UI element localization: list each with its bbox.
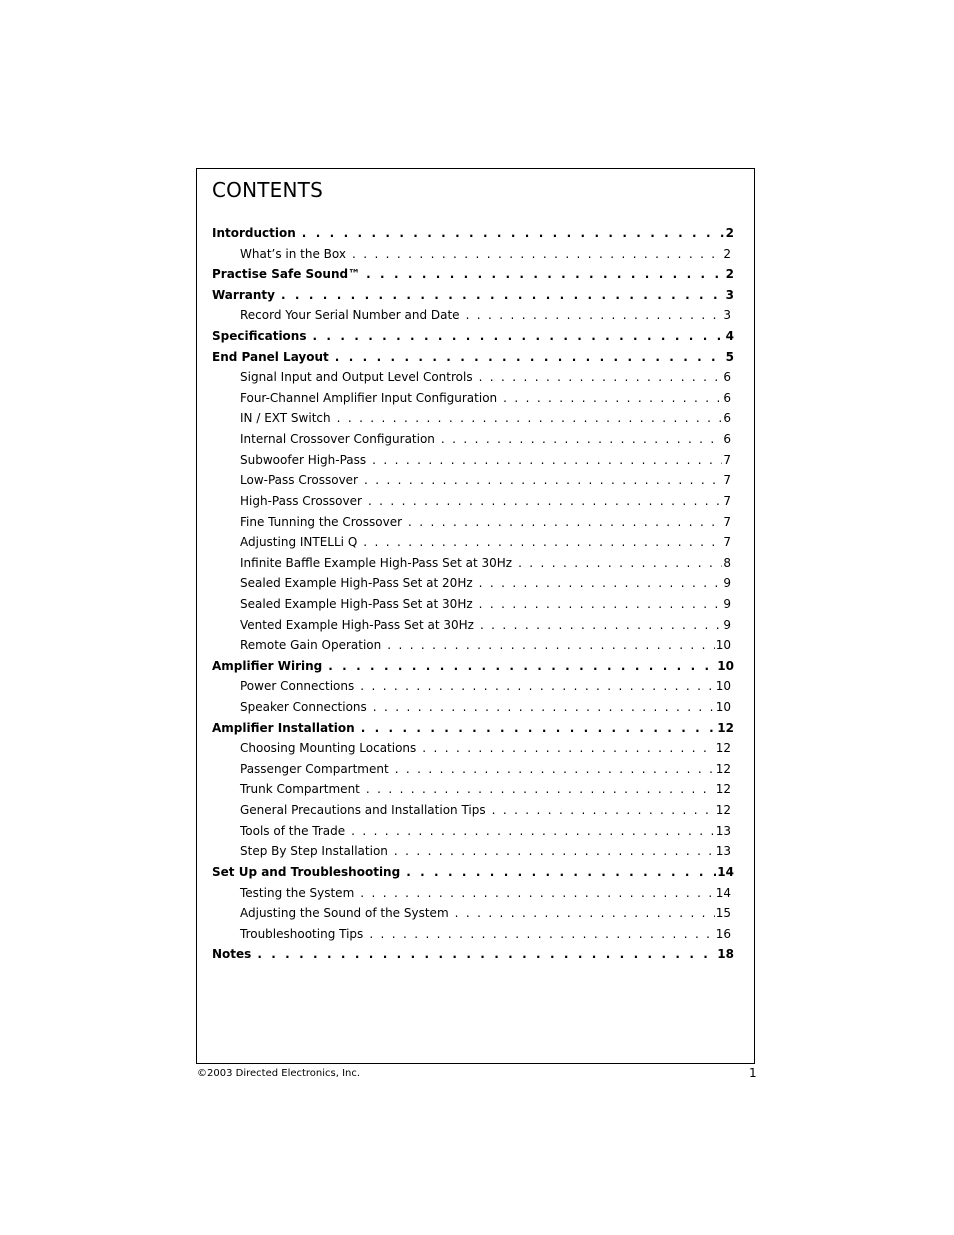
toc-dot-leader [373, 700, 715, 714]
toc-subsection-entry[interactable] [212, 679, 731, 700]
toc-entry-label: High-Pass Crossover [240, 493, 362, 508]
toc-entry-page: 10 [717, 658, 734, 673]
toc-entry-page: 7 [723, 535, 731, 550]
toc-entry-label: Adjusting the Sound of the System [240, 906, 449, 921]
toc-dot-leader [335, 350, 725, 364]
toc-entry-page: 12 [715, 803, 731, 818]
toc-entry-page: 2 [725, 267, 734, 282]
toc-subsection-entry[interactable] [212, 762, 731, 783]
toc-entry-page: 9 [723, 617, 731, 632]
toc-dot-leader [368, 494, 722, 508]
toc-entry-label: Speaker Connections [240, 700, 367, 715]
toc-entry-label: Low-Pass Crossover [240, 473, 358, 488]
toc-entry-page: 12 [715, 741, 731, 756]
toc-entry-label: Power Connections [240, 679, 355, 694]
toc-dot-leader [360, 679, 714, 693]
toc-dot-leader [337, 411, 723, 425]
toc-entry-page: 12 [715, 782, 731, 797]
toc-entry-page: 7 [723, 473, 731, 488]
toc-dot-leader [455, 906, 715, 920]
toc-entry-page: 2 [725, 226, 734, 240]
toc-entry-label: Fine Tunning the Crossover [240, 514, 403, 529]
toc-subsection-entry[interactable] [212, 370, 731, 391]
toc-dot-leader [406, 865, 716, 879]
toc-dot-leader [369, 927, 714, 941]
toc-dot-leader [360, 886, 714, 900]
toc-subsection-entry[interactable] [212, 308, 731, 329]
toc-subsection-entry[interactable] [212, 844, 731, 865]
toc-section-entry[interactable] [212, 865, 734, 886]
toc-subsection-entry[interactable] [212, 576, 731, 597]
toc-entry-label: General Precautions and Installation Tips [240, 803, 486, 818]
toc-entry-page: 9 [723, 576, 731, 591]
toc-section-entry[interactable] [212, 659, 734, 680]
toc-subsection-entry[interactable] [212, 597, 731, 618]
toc-entry-page: 6 [723, 370, 731, 385]
toc-dot-leader [466, 308, 723, 322]
toc-entry-page: 12 [715, 761, 731, 776]
toc-entry-page: 7 [723, 452, 731, 467]
toc-section-entry[interactable] [212, 329, 734, 350]
toc-subsection-entry[interactable] [212, 556, 731, 577]
toc-entry-label: Sealed Example High-Pass Set at 30Hz [240, 596, 473, 611]
toc-subsection-entry[interactable] [212, 453, 731, 474]
toc-section-entry[interactable] [212, 947, 734, 968]
toc-entry-label: Choosing Mounting Locations [240, 741, 417, 756]
toc-subsection-entry[interactable] [212, 803, 731, 824]
toc-entry-page: 3 [725, 287, 734, 302]
toc-entry-page: 15 [715, 906, 731, 921]
toc-entry-page: 4 [725, 329, 734, 344]
toc-entry-page: 9 [723, 596, 731, 611]
toc-entry-label: Record Your Serial Number and Date [240, 308, 460, 323]
toc-dot-leader [492, 803, 715, 817]
toc-entry-label: Warranty [212, 287, 275, 302]
toc-dot-leader [422, 741, 714, 755]
toc-section-entry[interactable] [212, 721, 734, 742]
toc-entry-page: 6 [723, 411, 731, 426]
toc-dot-leader [372, 453, 722, 467]
toc-entry-label: End Panel Layout [212, 349, 329, 364]
toc-entry-page: 10 [715, 700, 731, 715]
toc-entry-page: 7 [723, 493, 731, 508]
toc-entry-label: Set Up and Troubleshooting [212, 864, 401, 879]
toc-dot-leader [366, 267, 725, 281]
toc-dot-leader [257, 947, 716, 961]
toc-dot-leader [363, 535, 722, 549]
toc-entry-label: Four-Channel Amplifier Input Configuration [240, 390, 498, 405]
toc-entry-label: IN / EXT Switch [240, 411, 331, 426]
toc-dot-leader [394, 844, 715, 858]
toc-subsection-entry[interactable] [212, 906, 731, 927]
toc-entry-label: Trunk Compartment [240, 782, 360, 797]
toc-entry-label: Specifications [212, 329, 307, 344]
toc-dot-leader [281, 288, 725, 302]
toc-dot-leader [366, 782, 715, 796]
toc-entry-label: Tools of the Trade [240, 823, 346, 838]
toc-dot-leader [312, 329, 724, 343]
toc-entry-page: 16 [715, 926, 731, 941]
toc-subsection-entry[interactable] [212, 638, 731, 659]
toc-entry-page: 10 [715, 679, 731, 694]
toc-entry-label: Remote Gain Operation [240, 638, 382, 653]
toc-entry-page: 6 [723, 390, 731, 405]
toc-section-entry[interactable] [212, 226, 734, 247]
toc-entry-page: 18 [717, 947, 734, 962]
toc-entry-label: Signal Input and Output Level Controls [240, 370, 473, 385]
toc-subsection-entry[interactable] [212, 782, 731, 803]
toc-entry-label: What’s in the Box [240, 246, 346, 261]
toc-dot-leader [364, 473, 722, 487]
toc-subsection-entry[interactable] [212, 700, 731, 721]
toc-subsection-entry[interactable] [212, 411, 731, 432]
toc-dot-leader [361, 721, 717, 735]
toc-dot-leader [480, 618, 722, 632]
toc-dot-leader [302, 226, 725, 240]
toc-section-entry[interactable] [212, 267, 734, 288]
toc-subsection-entry[interactable] [212, 247, 731, 268]
toc-entry-page: 14 [715, 885, 731, 900]
toc-entry-page: 14 [717, 864, 734, 879]
toc-subsection-entry[interactable] [212, 473, 731, 494]
toc-dot-leader [479, 370, 723, 384]
toc-dot-leader [395, 762, 715, 776]
toc-subsection-entry[interactable] [212, 391, 731, 412]
toc-entry-label: Adjusting INTELLi Q [240, 535, 358, 550]
toc-entry-label: Amplifier Installation [212, 720, 355, 735]
toc-section-entry[interactable] [212, 350, 734, 371]
toc-entry-page: 5 [725, 349, 734, 364]
toc-entry-label: Passenger Compartment [240, 761, 389, 776]
toc-entry-page: 10 [715, 638, 731, 653]
toc-entry-label: Practise Safe Sound™ [212, 267, 361, 282]
toc-subsection-entry[interactable] [212, 824, 731, 845]
toc-subsection-entry[interactable] [212, 432, 731, 453]
toc-entry-page: 8 [723, 555, 731, 570]
toc-entry-label: Infinite Baffle Example High-Pass Set at 30Hz [240, 555, 513, 570]
page-number: 1 [749, 1066, 757, 1080]
toc-entry-page: 2 [723, 246, 731, 261]
toc-entry-label: Subwoofer High-Pass [240, 452, 367, 467]
toc-entry-label: Testing the System [240, 885, 355, 900]
toc-subsection-entry[interactable] [212, 741, 731, 762]
toc-entry-page: 13 [715, 823, 731, 838]
toc-entry-label: Notes [212, 947, 252, 962]
toc-subsection-entry[interactable] [212, 494, 731, 515]
toc-dot-leader [328, 659, 716, 673]
toc-subsection-entry[interactable] [212, 535, 731, 556]
toc-dot-leader [351, 824, 715, 838]
toc-subsection-entry[interactable] [212, 618, 731, 639]
toc-dot-leader [387, 638, 714, 652]
toc-dot-leader [408, 515, 722, 529]
toc-dot-leader [479, 597, 723, 611]
page-title: CONTENTS [212, 178, 323, 202]
toc-subsection-entry[interactable] [212, 515, 731, 536]
toc-entry-page: 13 [715, 844, 731, 859]
toc-entry-label: Internal Crossover Configuration [240, 432, 435, 447]
toc-dot-leader [441, 432, 722, 446]
table-of-contents [212, 226, 734, 968]
toc-entry-label: Intorduction [212, 226, 296, 240]
toc-subsection-entry[interactable] [212, 927, 731, 948]
toc-subsection-entry[interactable] [212, 886, 731, 907]
toc-dot-leader [352, 247, 722, 261]
toc-entry-label: Step By Step Installation [240, 844, 388, 859]
toc-entry-label: Amplifier Wiring [212, 658, 323, 673]
toc-entry-page: 3 [723, 308, 731, 323]
toc-entry-label: Troubleshooting Tips [240, 926, 364, 941]
toc-entry-label: Sealed Example High-Pass Set at 20Hz [240, 576, 473, 591]
toc-dot-leader [503, 391, 722, 405]
toc-entry-label: Vented Example High-Pass Set at 30Hz [240, 617, 474, 632]
toc-section-entry[interactable] [212, 288, 734, 309]
toc-entry-page: 12 [717, 720, 734, 735]
copyright-notice: ©2003 Directed Electronics, Inc. [197, 1068, 361, 1079]
toc-dot-leader [479, 576, 723, 590]
toc-entry-page: 7 [723, 514, 731, 529]
toc-dot-leader [518, 556, 722, 570]
toc-entry-page: 6 [723, 432, 731, 447]
